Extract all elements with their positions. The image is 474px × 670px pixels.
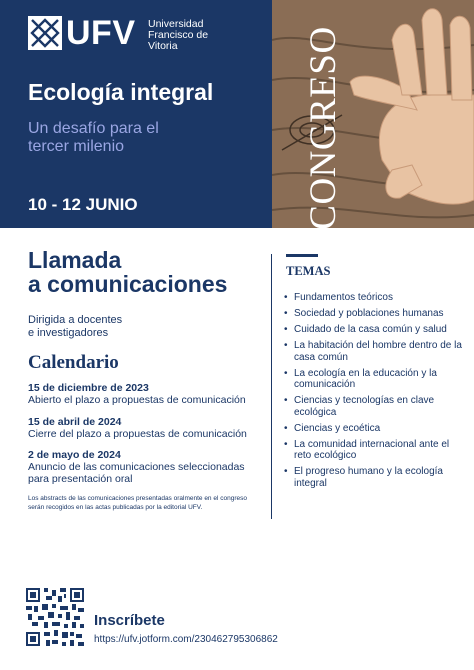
tema-item: • Fundamentos teóricos — [284, 292, 464, 304]
tema-item: • Cuidado de la casa común y salud — [284, 324, 464, 336]
calendar-entry — [28, 416, 258, 440]
calendar-text: Abierto el plazo a propuestas de comunicación — [28, 394, 246, 406]
header — [0, 0, 474, 228]
calendar-date: 15 de diciembre de 2023 — [28, 382, 149, 394]
call-title-line1: Llamada — [28, 247, 122, 273]
call-title — [28, 248, 227, 296]
event-dates: 10 - 12 JUNIO — [28, 195, 138, 214]
audience-line2: e investigadores — [28, 327, 109, 339]
column-divider — [271, 254, 272, 519]
event-subtitle: Un desafío para el tercer milenio — [28, 120, 159, 155]
tema-item: • Ciencias y tecnologías en clave ecológica — [284, 395, 464, 418]
calendar-title: Calendario — [28, 352, 119, 373]
tema-item: • Ciencias y ecoética — [284, 423, 464, 435]
temas-list — [284, 292, 464, 494]
event-title: Ecología integral — [28, 79, 214, 105]
university-name: Universidad Francisco de Vitoria — [148, 18, 209, 52]
calendar-date: 15 de abril de 2024 — [28, 416, 122, 428]
tema-item: • La comunidad internacional ante el reto ecológico — [284, 439, 464, 462]
calendar-entry — [28, 449, 258, 485]
ufv-logo-icon — [28, 16, 62, 50]
logo-wordmark: UFV — [66, 14, 136, 52]
call-title-line2: a comunicaciones — [28, 271, 228, 297]
tema-item: • El progreso humano y la ecología integral — [284, 466, 464, 489]
vertical-congreso-label: CONGRESO — [303, 26, 344, 230]
tema-item: • La habitación del hombre dentro de la casa común — [284, 340, 464, 363]
calendar-date: 2 de mayo de 2024 — [28, 449, 121, 461]
tema-item: • La ecología en la educación y la comunicación — [284, 368, 464, 391]
audience-text — [28, 314, 178, 340]
abstracts-note: Los abstracts de las comunicaciones presentadas oralmente en el congreso serán recogidos en las actas publicadas por la editorial UFV. — [28, 495, 247, 511]
calendar-text: Cierre del plazo a propuestas de comunicación — [28, 428, 247, 440]
header-panel — [0, 0, 272, 228]
register-cta[interactable]: Inscríbete — [94, 612, 165, 629]
registration-url-link[interactable]: https://ufv.jotform.com/230462795306862 — [94, 634, 278, 645]
qr-code-icon[interactable] — [26, 588, 84, 646]
temas-title: TEMAS — [286, 264, 331, 278]
tema-item: • Sociedad y poblaciones humanas — [284, 308, 464, 320]
calendar-text: Anuncio de las comunicaciones seleccionadas para presentación oral — [28, 461, 245, 485]
calendar-entry — [28, 382, 258, 406]
temas-accent-bar — [286, 254, 318, 257]
audience-line1: Dirigida a docentes — [28, 314, 123, 326]
